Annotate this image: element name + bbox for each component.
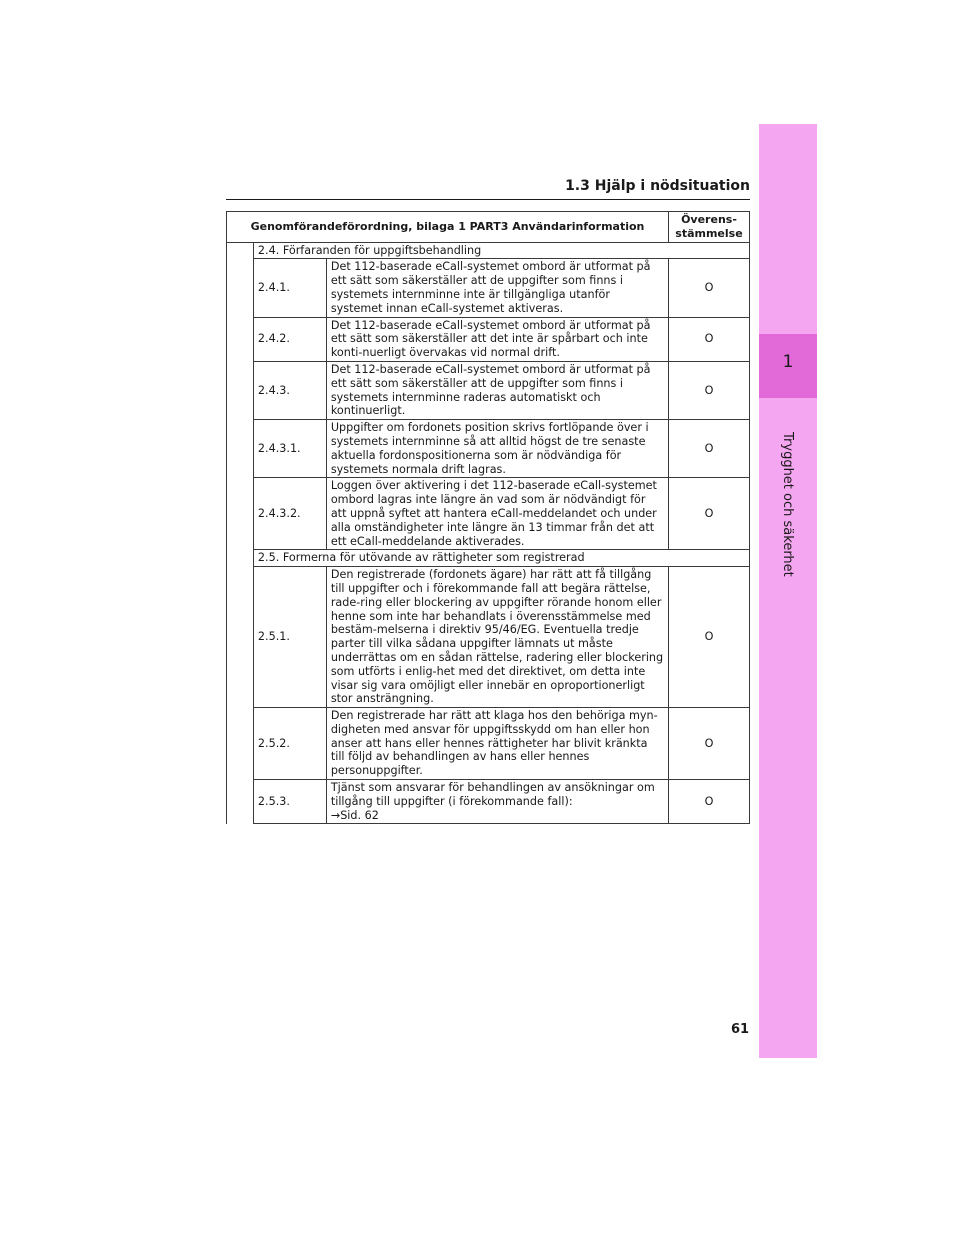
- row-text: Det 112-baserade eCall-systemet ombord är utformat på ett sätt som säkerställer att de uppgifter som finns i systemets internminne raderas automatiskt och kontinuerligt.: [326, 361, 668, 419]
- section-header-title: 1.3 Hjälp i nödsituation: [565, 178, 750, 194]
- section-row: [227, 242, 750, 259]
- row-number: 2.4.3.: [253, 361, 326, 419]
- conformity-mark: O: [668, 361, 749, 419]
- table-row: [227, 259, 750, 317]
- header-rule: [226, 199, 750, 200]
- row-number: 2.5.2.: [253, 708, 326, 780]
- chapter-title: Trygghet och säkerhet: [780, 432, 795, 577]
- table-row: [227, 361, 750, 419]
- section-title: 2.5. Formerna för utövande av rättigheter som registrerad: [253, 550, 749, 567]
- chapter-side-tab: [759, 124, 817, 1058]
- row-text: Den registrerade har rätt att klaga hos den behöriga myn-digheten med ansvar för uppgiftsskydd om han eller hon anser att hans eller hennes rättigheter har blivit kränkta till följd av behandlingen av hans eller hennes personuppgifter.: [326, 708, 668, 780]
- compliance-table: [226, 211, 750, 824]
- row-number: 2.4.2.: [253, 317, 326, 361]
- row-number: 2.4.3.1.: [253, 420, 326, 478]
- table-row: [227, 567, 750, 708]
- page-reference-link[interactable]: →Sid. 62: [330, 808, 379, 822]
- table-row: [227, 420, 750, 478]
- table-row: [227, 478, 750, 550]
- conformity-mark: O: [668, 780, 749, 824]
- conformity-mark: O: [668, 317, 749, 361]
- table-row: [227, 317, 750, 361]
- conformity-mark: O: [668, 708, 749, 780]
- page-number: 61: [731, 1022, 750, 1037]
- section-row: [227, 550, 750, 567]
- section-title: 2.4. Förfaranden för uppgiftsbehandling: [253, 242, 749, 259]
- row-text: Uppgifter om fordonets position skrivs fortlöpande över i systemets internminne så att alltid högst de tre senaste aktuella fordonspositionerna som är nödvändiga för systemets normala drift lagras.: [326, 420, 668, 478]
- chapter-number: 1: [782, 352, 794, 372]
- row-number: 2.4.1.: [253, 259, 326, 317]
- row-text-with-link: [326, 780, 668, 824]
- row-text: Loggen över aktivering i det 112-baserade eCall-systemet ombord lagras inte längre än vad som är nödvändigt för att uppnå syftet att hantera eCall-meddelandet och under alla omständigheter inte längre än 13 timmar från det att ett eCall-meddelande aktiverades.: [326, 478, 668, 550]
- conformity-mark: O: [668, 478, 749, 550]
- row-text: Det 112-baserade eCall-systemet ombord är utformat på ett sätt som säkerställer att det inte är spårbart och inte konti-nuerligt övervakas vid normal drift.: [326, 317, 668, 361]
- row-number: 2.4.3.2.: [253, 478, 326, 550]
- regulation-column-header: Genomförandeförordning, bilaga 1 PART3 Användarinformation: [227, 212, 669, 243]
- conformity-mark: O: [668, 259, 749, 317]
- conformity-column-header: Överens- stämmelse: [668, 212, 749, 243]
- row-number: 2.5.1.: [253, 567, 326, 708]
- conformity-mark: O: [668, 420, 749, 478]
- row-text: Det 112-baserade eCall-systemet ombord är utformat på ett sätt som säkerställer att de uppgifter som finns i systemets internminne inte är tillgängliga utanför systemet innan eCall-systemet aktiveras.: [326, 259, 668, 317]
- conformity-mark: O: [668, 567, 749, 708]
- table-row: [227, 780, 750, 824]
- row-text: Den registrerade (fordonets ägare) har rätt att få tillgång till uppgifter och i förekommande fall att begära rättelse, rade-ring eller blockering av uppgifter rörande honom eller henne som inte har behandlats i överensstämmelse med bestäm-melserna i direktiv 95/46/EG. Eventuella tredje parter till vilka sådana uppgifter lämnats ut måste underrättas om en sådan rättelse, radering eller blockering som utförts i enlig-het med det direktivet, om detta inte visar sig vara omöjligt eller innebär en oproportionerligt stor ansträngning.: [326, 567, 668, 708]
- row-text: Tjänst som ansvarar för behandlingen av ansökningar om tillgång till uppgifter (i förekommande fall):: [330, 781, 655, 808]
- row-number: 2.5.3.: [253, 780, 326, 824]
- table-row: [227, 708, 750, 780]
- table-header-row: [227, 212, 750, 243]
